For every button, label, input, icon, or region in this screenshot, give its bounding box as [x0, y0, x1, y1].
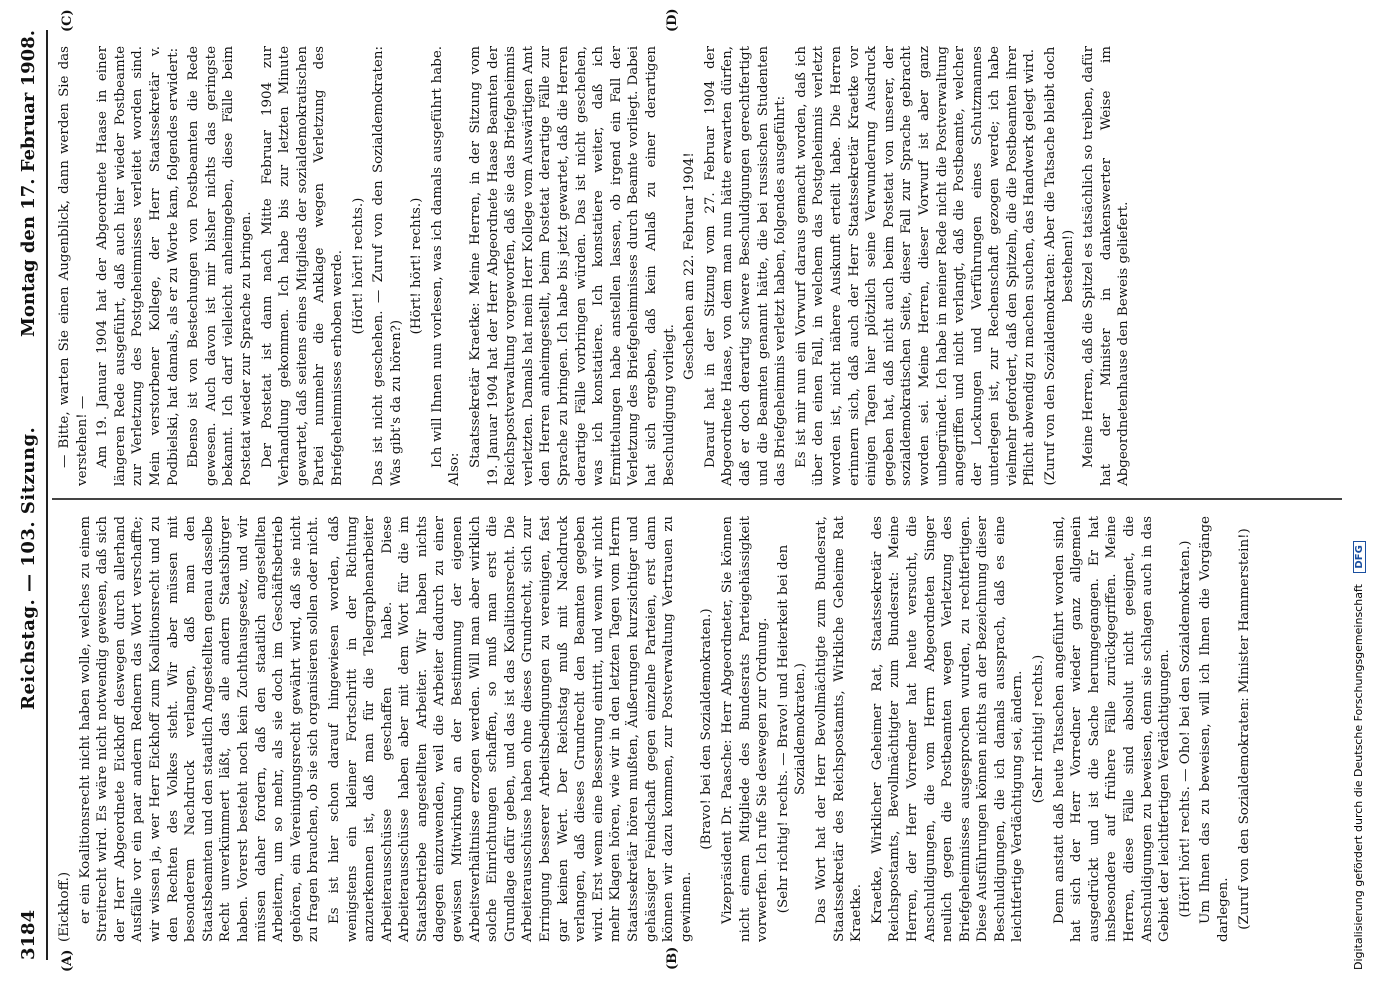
page-footer [1352, 30, 1366, 970]
left-paragraph: (Sehr richtig! rechts. — Bravo! und Heiterkeit bei den Sozialdemokraten.) [775, 544, 809, 914]
right-paragraph: Darauf hat in der Sitzung vom 27. Februar 1904 der Abgeordnete Haase, von dem man nun hätte erwarten dürfen, daß er doch derartig schwere Beschuldigungen gerechtfertigt und die Beamten genannt hätte, die bei russischen Studenten das Briefgeheimnis verletzt haben, folgendes ausgeführt: [702, 46, 789, 486]
dfg-logo: DFG [1353, 541, 1366, 572]
left-paragraph: (Sehr richtig! rechts.) [1031, 654, 1047, 804]
left-paragraph: Um Ihnen das zu beweisen, will ich Ihnen die Vorgänge darlegen. [1198, 516, 1231, 942]
right-paragraph: Das ist nicht geschehen. — Zuruf von den Sozialdemokraten: Was gibt's da zu hören?) [371, 46, 404, 486]
running-title: Reichstag. — 103. Sitzung. [18, 426, 39, 710]
right-paragraph: (Hört! hört! rechts.) [409, 197, 425, 335]
header-rule [46, 30, 48, 960]
margin-mark-d: (D) [665, 8, 680, 32]
page-number: 3184 [18, 909, 39, 960]
right-paragraph: Es ist mir nun ein Vorwurf daraus gemacht worden, daß ich über den einen Fall, in welchem das Postgeheimnis verletzt worden ist, nicht nähere Auskunft erteilt habe. Die Herren erinnern sich, daß auch der Herr Staatssekretär Kraetke vor einigen Tagen hier plötzlich seine Verwunderung Ausdruck gegeben hat, daß nicht auch beim Postetat von unserer, der sozialdemokratischen Seite, dieser Fall zur Sprache gebracht worden sei. Meine Herren, dieser Vorwurf ist aber ganz unbegründet. Ich habe in meiner Rede nicht die Postverwaltung angegriffen und nicht verlangt, daß die Postbeamte, welcher der Lockungen und Verführungen eines Schutzmannes unterlegen ist, zur Rechenschaft gezogen werde; ich habe vielmehr gefordert, daß den Spitzeln, die die Postbeamten ihrer Pflicht abwendig zu machen suchen, das Handwerk gelegt wird. [793, 46, 1038, 486]
margin-mark-b: (B) [665, 946, 680, 970]
left-paragraph: Kraetke, Wirklicher Geheimer Rat, Staatssekretär des Reichspostamts, Bevollmächtigter zum Bundesrat: Meine Herren, der Herr Vorredner hat heute versucht, die Anschuldigungen, die vom Herrn Abgeordneten Singer neulich gegen die Postbeamten wegen Verletzung des Briefgeheimnisses ausgesprochen wurden, zu rechtfertigen. Diese Ausführungen können nichts an der Bezeichnung dieser Beschuldigungen, die ich damals aussprach, daß es eine leichtfertige Verdächtigung sei, ändern. [869, 516, 1026, 942]
right-paragraph: — Bitte, warten Sie einen Augenblick, dann werden Sie das verstehen! — [57, 46, 90, 486]
left-paragraph: (Eickhoff.) [57, 871, 72, 942]
left-paragraph: Denn anstatt daß heute Tatsachen angeführt worden sind, hat sich der Herr Vorredner wieder ganz allgemein ausgedrückt und ist die Sache herumgegangen. Er hat insbesondere auf frühere Fälle zurückgegriffen. Meine Herren, diese Fälle sind absolut nicht geeignet, die Anschuldigungen zu beweisen, denn sie schlagen auch in das Gebiet der leichtfertigen Verdächtigungen. [1051, 516, 1173, 942]
left-paragraph: (Zuruf von den Sozialdemokraten: Minister Hammerstein!) [1236, 528, 1252, 930]
right-paragraph: Ebenso ist von Bestechungen von Postbeamten die Rede gewesen. Auch davon ist mir bisher nichts das geringste bekannt. Ich darf vielleicht anheimgeben, diese Fälle beim Postetat wieder zur Sprache zu bringen. [186, 46, 254, 486]
margin-mark-a: (A) [60, 949, 75, 972]
right-paragraph: Am 19. Januar 1904 hat der Abgeordnete Haase in einer längeren Rede ausgeführt, daß auch hier wieder Postbeamte zur Verletzung des Postgeheimnisses verleitet worden sind. Mein verstorbener Kollege, der Herr Staatssekretär v. Podbielski, hat damals, als er zu Worte kam, folgendes erwidert: [95, 46, 181, 486]
left-column [56, 516, 1256, 942]
left-paragraph: Es ist hier schon darauf hingewiesen worden, daß wenigstens ein kleiner Fortschritt in der Richtung anzuerkennen ist, daß man für die Telegraphenarbeiter Arbeiterausschüsse geschaffen habe. Diese Arbeiterausschüsse haben aber mit dem Wort für die im Staatsbetriebe angestellten Arbeiter. Wir haben nichts dagegen einzuwenden, weil die Arbeiter dadurch zu einer gewissen Mitwirkung an der Bestimmung der eigenen Arbeitsverhältnisse erzogen werden. Will man aber wirklich solche Einrichtungen schaffen, so muß man erst die Grundlage dafür geben, und das ist das Koalitionsrecht. Die Arbeiterausschüsse haben ohne dieses Grundrecht, sich zur Erringung besserer Arbeitsbedingungen zu vereinigen, fast gar keinen Wert. Der Reichstag muß mit Nachdruck verlangen, daß dieses Grundrecht den Beamten gegeben wird. Erst wenn eine Besserung eintritt, und wenn wir nicht mehr Klagen hören, wie wir in den letzten Tagen vom Herrn Staatssekretär hören mußten, Äußerungen kurzsichtiger und gehässiger Feindschaft gegen einzelne Parteien, erst dann können wir dazu kommen, zur Postverwaltung Vertrauen zu gewinnen. [326, 516, 694, 942]
left-paragraph: Vizepräsident Dr. Paasche: Herr Abgeordneter, Sie können nicht einem Mitgliede des Bundesrats Parteigehässigkeit vorwerfen. Ich rufe Sie deswegen zur Ordnung. [719, 516, 771, 942]
left-paragraph: er ein Koalitionsrecht nicht haben wolle, welches zu einem Streitrecht wird. Es wäre nicht notwendig gewesen, daß sich der Herr Abgeordnete Eickhoff deswegen durch allerhand Ausfälle vor ein paar andern Rednern das Wort verschaffte; wir wissen ja, wer Herr Eickhoff zum Koalitionsrecht und zu den Rechten des Volkes steht. Wir aber müssen mit besonderem Nachdruck verlangen, daß man den Staatsbeamten und den staatlich Angestellten genau dasselbe Recht unverkümmert läßt, das alle andern Staatsbürger haben. Vorerst besteht noch kein Zuchthausgesetz, und wir müssen daher fordern, daß den staatlich angestellten Arbeitern, um so mehr, als sie doch im Geschäftsbetrieb gehören, ein Vereinigungsrecht gewährt wird, daß sie nicht zu fragen brauchen, ob sie sich organisieren sollen oder nicht. [77, 516, 322, 942]
margin-mark-c: (C) [60, 9, 75, 32]
left-paragraph: (Bravo! bei den Sozialdemokraten.) [699, 608, 715, 850]
right-paragraph: (Zuruf von den Sozialdemokraten: Aber die Tatsache bleibt doch bestehen!) [1043, 46, 1076, 486]
funding-note: Digitalisierung gefördert durch die Deutsche Forschungsgemeinschaft [1352, 584, 1365, 970]
right-paragraph: (Hört! hört! rechts.) [350, 197, 366, 335]
left-paragraph: Das Wort hat der Herr Bevollmächtigte zum Bundesrat, Staatssekretär des Reichspostamts, Wirkliche Geheime Rat Kraetke. [813, 516, 865, 942]
page-header [8, 30, 48, 960]
right-paragraph: Meine Herren, daß die Spitzel es tatsächlich so treiben, dafür hat der Minister in dankenswerter Weise im Abgeordnetenhause den Beweis geliefert. [1081, 46, 1132, 486]
right-paragraph: Geschehen am 22. Februar 1904! [682, 152, 698, 380]
left-paragraph: (Hört! hört! rechts. — Oho! bei den Sozialdemokraten.) [1177, 540, 1193, 918]
right-paragraph: Staatssekretär Kraetke: Meine Herren, in der Sitzung vom 19. Januar 1904 hat der Herr Abgeordnete Haase Beamten der Reichspostverwaltung vorgeworfen, daß sie das Briefgeheimnis verletzten. Damals hat mein Herr Kollege vom Auswärtigen Amt den Herren anheimgestellt, beim Postetat derartige Fälle zur Sprache zu bringen. Ich habe bis jetzt gewartet, daß die Herren derartige Fälle vorbringen würden. Das ist nicht geschehen, was ich konstatiere. Ich konstatiere weiter, daß ich Ermittelungen habe anstellen lassen, ob irgend ein Fall der Verletzung des Briefgeheimnisses durch Beamte vorliegt. Dabei hat sich ergeben, daß kein Anlaß zu einer derartigen Beschuldigung vorliegt. [468, 46, 677, 486]
column-divider [52, 499, 1342, 501]
session-date: Montag den 17. Februar 1908. [18, 30, 39, 338]
right-paragraph: Ich will Ihnen nun vorlesen, was ich damals ausgeführt habe. Also: [429, 46, 463, 486]
right-column [56, 46, 1136, 486]
right-paragraph: Der Postetat ist dann nach Mitte Februar 1904 zur Verhandlung gekommen. Ich habe bis zur letzten Minute gewartet, daß seitens eines Mitglieds der sozialdemokratischen Partei nunmehr die Anklage wegen Verletzung des Briefgeheimnisses erhoben werde. [259, 46, 345, 486]
